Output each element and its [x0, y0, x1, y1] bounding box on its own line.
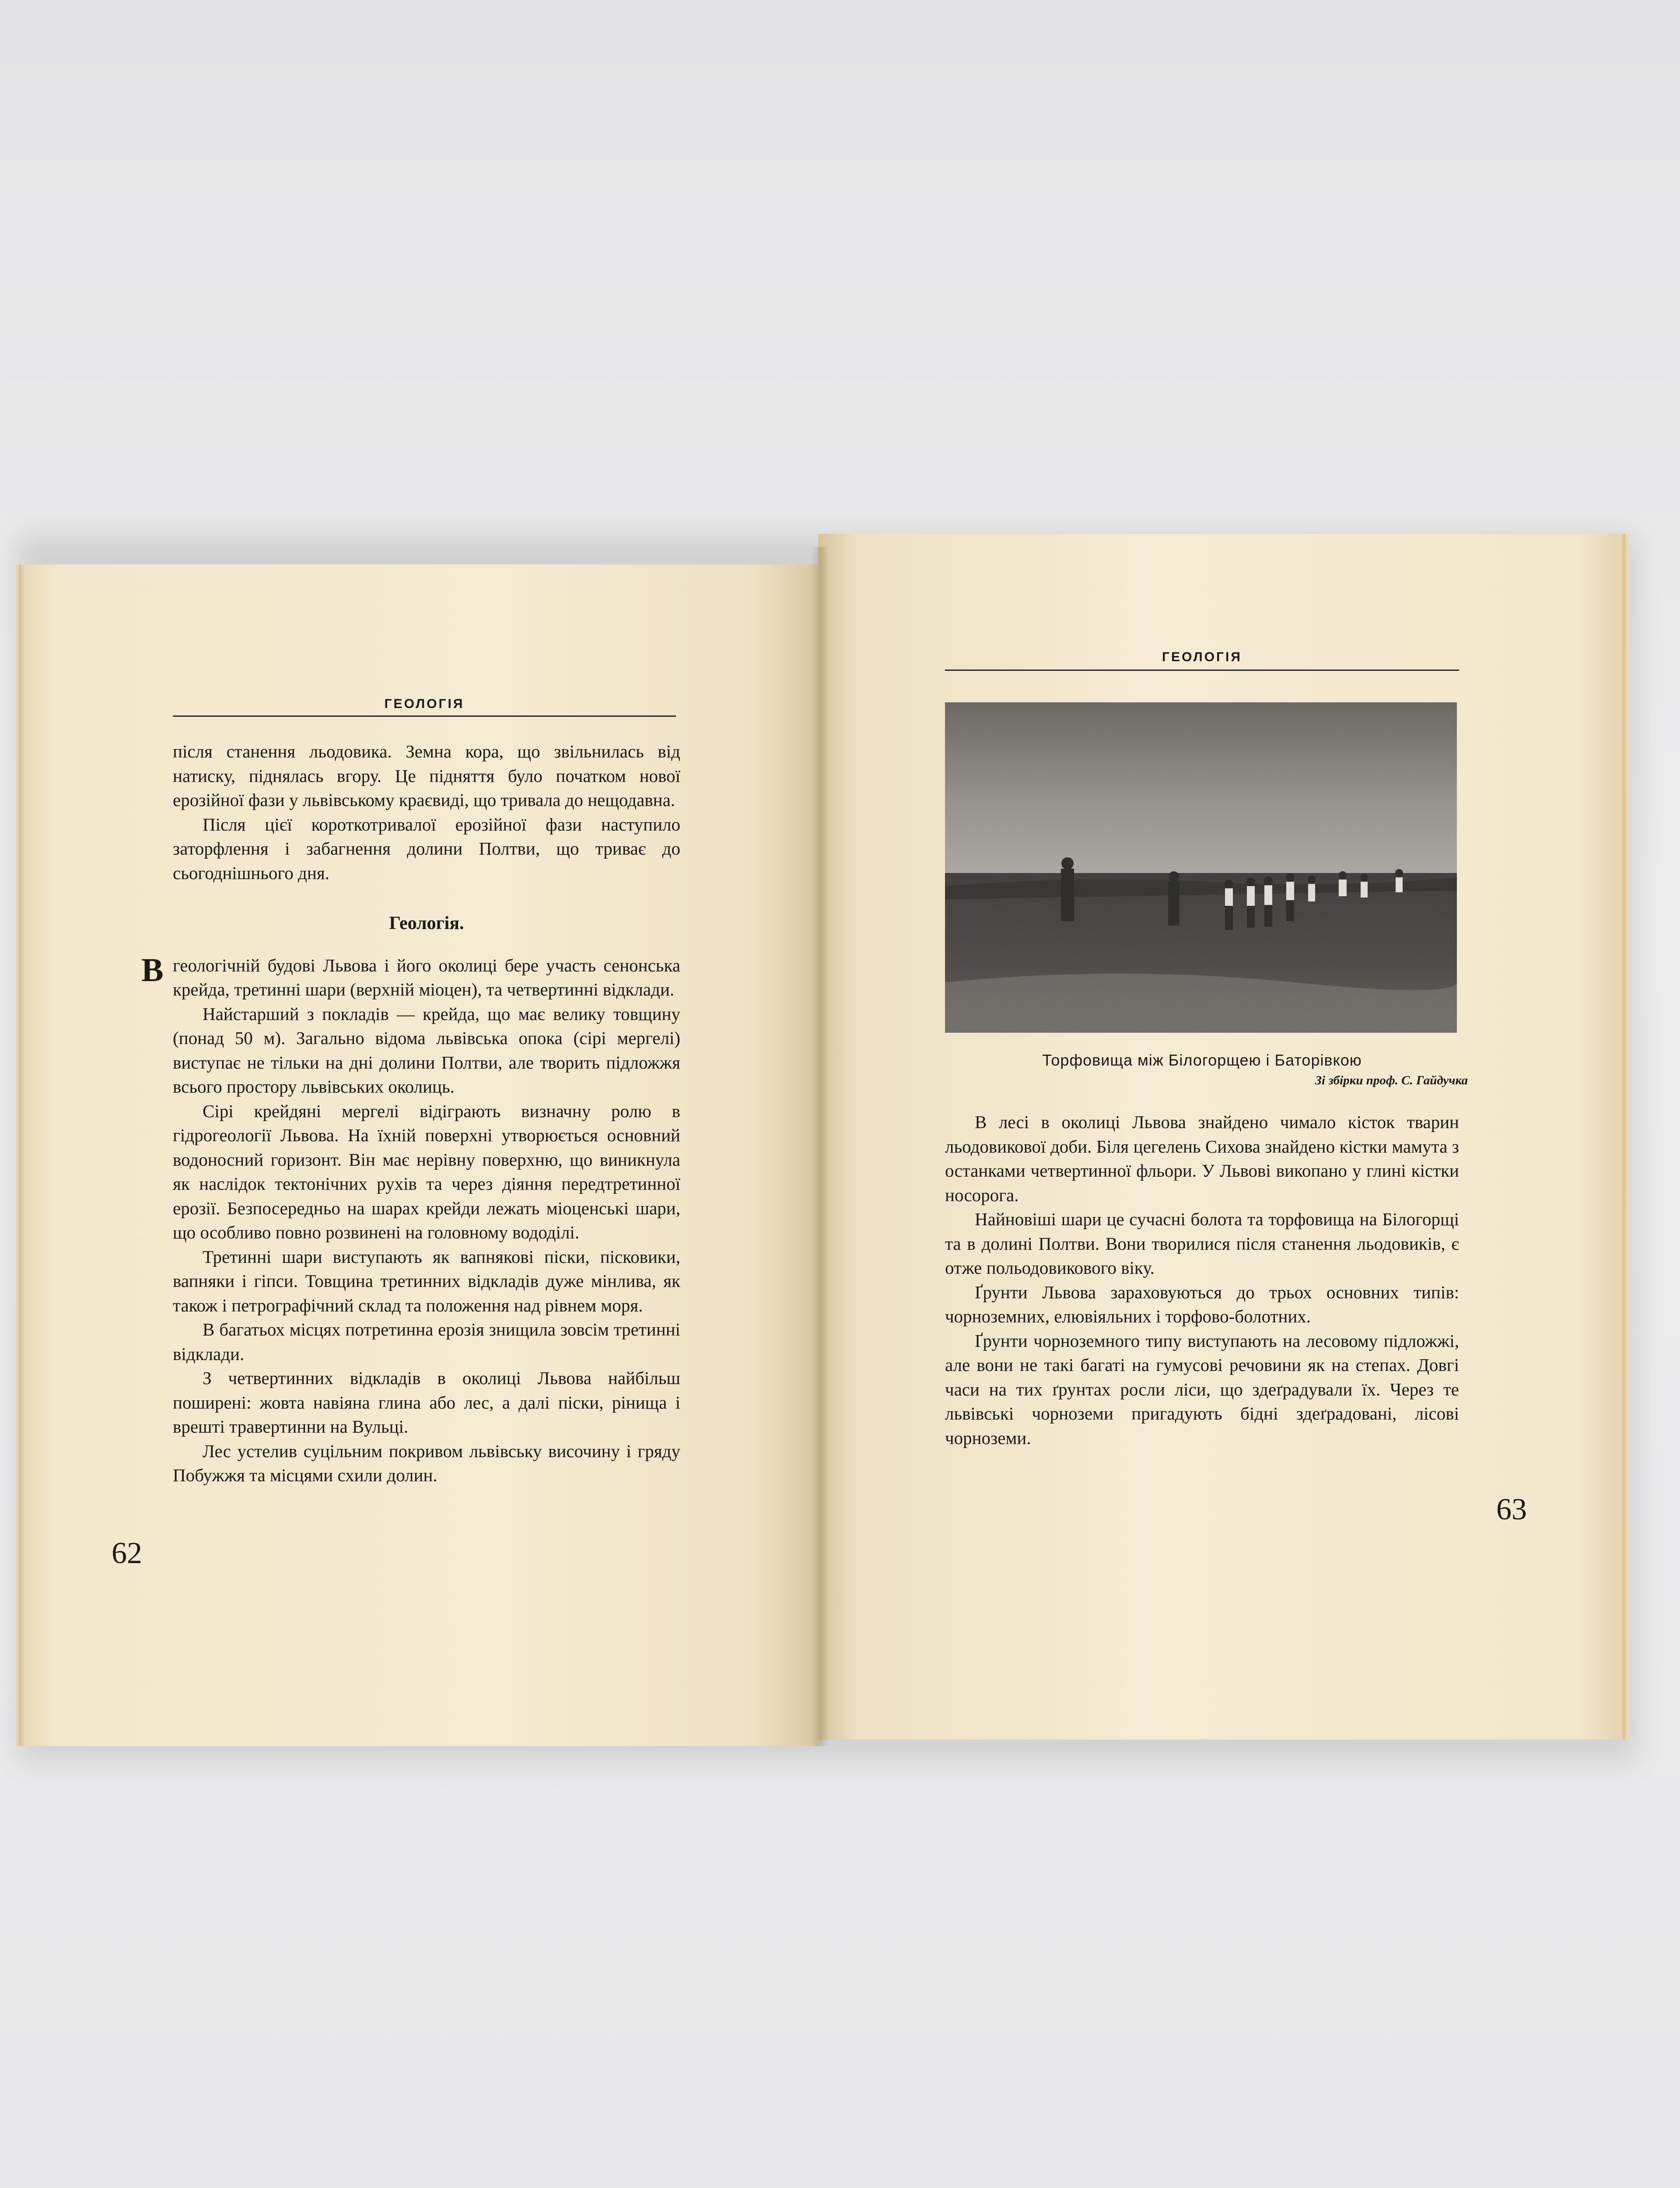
left-paragraph-3: Найстарший з покладів — крейда, що має велику товщину (понад 50 м). Загально відома львівська опока (сірі мергелі) виступає не тільки на дні долини Полтви, але творить підложжя всього простору львівських околиць. — [173, 1003, 680, 1097]
left-text-column — [141, 740, 680, 1488]
left-paragraph-8: Лес устелив суцільним покривом львівську височину і гряду Побужжя та місцями схили долин. — [173, 1441, 680, 1485]
left-header-rule — [173, 715, 676, 717]
left-paragraph-7: З четвертинних відкладів в околиці Львова найбільш поширені: жовта навіяна глина або лес, а далі піски, рінища і врешті травертинни на Вульці. — [173, 1368, 680, 1437]
right-paragraph-3: Ґрунти Львова зараховуються до трьох основних типів: чорноземних, елювіяльних і торфово-болотних. — [945, 1282, 1459, 1326]
right-paragraph-1: В лесі в околиці Львова знайдено чимало кісток тварин льодовикової доби. Біля цегелень Сихова знайдено кістки мамута з останками четвертинної фльори. У Львові викопано у глині кістки носорога. — [945, 1112, 1459, 1205]
book-gutter — [812, 547, 829, 1746]
section-title: Геологія. — [389, 913, 464, 933]
right-header-rule — [945, 670, 1459, 671]
right-paragraph-4: Ґрунти чорноземного типу виступають на лесовому підложжі, але вони не такі багаті на гумусові речовини як на степах. Довгі часи на тих ґрунтах росли ліси, що здеґрадували їх. Через те львівські чорноземи пригадують бідні здеґрадовані, лісові чорноземи. — [945, 1330, 1459, 1448]
photo-credit: Зі збірки проф. С. Гайдучка — [1315, 1073, 1468, 1087]
left-running-head: ГЕОЛОГІЯ — [384, 697, 465, 711]
right-paragraph-2: Найновіші шари це сучасні болота та торфовища на Білогорщі та в долині Полтви. Вони творилися після станення льодовиків, є отже польодовикового віку. — [945, 1209, 1459, 1278]
lead-paragraph — [141, 951, 680, 1002]
left-paragraph-5: Третинні шари виступають як вапнякові піски, пісковики, вапняки і гіпси. Товщина третинних відкладів дуже мінлива, як також і петрографічний склад та положення над рівнем моря. — [173, 1246, 680, 1315]
left-page-number: 62 — [112, 1536, 142, 1570]
dropcap-letter: В — [141, 951, 164, 989]
right-running-head: ГЕОЛОГІЯ — [1162, 650, 1242, 664]
lead-paragraph-text: геологічній будові Львова і його околиці бере участь сенонська крейда, третинні шари (верхній міоцен), та четвертинні відклади. — [173, 955, 680, 999]
left-paragraph-6: В багатьох місцях потретинна ерозія знищила зовсім третинні відклади. — [173, 1319, 680, 1364]
left-paragraph-1: після станення льодовика. Земна кора, що звільнилась від натиску, піднялась вгору. Це підняття було початком нової ерозійної фази у львівському краєвиді, що тривала до нещодавна. — [173, 741, 680, 810]
photo-caption: Торфовища між Білогорщею і Баторівкою — [1042, 1051, 1362, 1069]
right-page-number: 63 — [1496, 1493, 1527, 1526]
left-paragraph-2: Після цієї короткотривалої ерозійної фази наступило заторфлення і забагнення долини Полтви, що триває до сьогоднішнього дня. — [173, 814, 680, 883]
peat-bog-photo — [945, 702, 1457, 1033]
right-text-column — [945, 1110, 1459, 1450]
left-paragraph-4: Сірі крейдяні мергелі відіграють визначну ролю в гідрогеології Львова. На їхній поверхні утворюється основний водоносний горизонт. Він має нерівну поверхню, що виникнула як наслідок тектонічних рухів та через діяння передтретинної ерозії. Безпосередньо на шарах крейди лежать міоценські шари, що особливо повно розвинені на головному вододілі. — [173, 1101, 680, 1242]
